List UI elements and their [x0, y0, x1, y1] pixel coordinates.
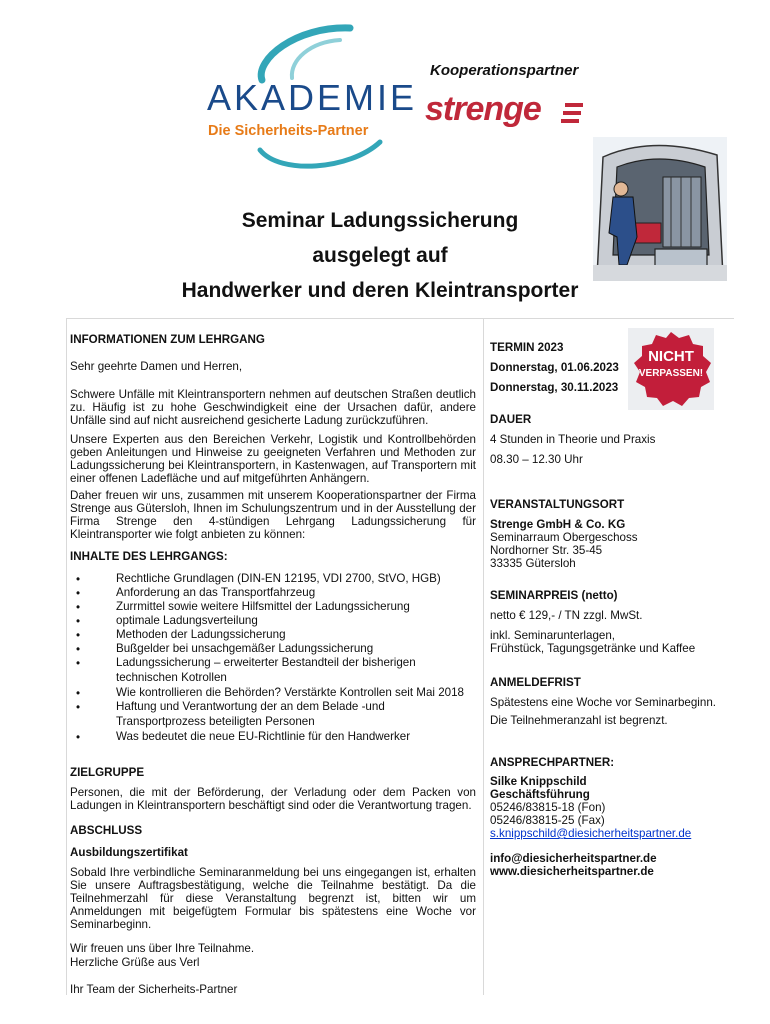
list-item: Wie kontrollieren die Behörden? Verstärkte Kontrollen seit Mai 2018 [116, 686, 465, 699]
dates-heading: TERMIN 2023 [490, 341, 564, 354]
price-heading: SEMINARPREIS (netto) [490, 589, 618, 602]
contact-email-link[interactable]: s.knippschild@diesicherheitspartner.de [490, 827, 692, 840]
closing-signature: Ihr Team der Sicherheits-Partner [70, 983, 238, 996]
deadline-text-2: Die Teilnehmeranzahl ist begrenzt. [490, 714, 668, 727]
list-item: Was bedeutet die neue EU-Richtlinie für den Handwerker [116, 730, 411, 743]
list-item-continued: technischen Kotrollen [116, 671, 227, 684]
nicht-verpassen-badge [628, 328, 714, 410]
deadline-heading: ANMELDEFRIST [490, 676, 581, 689]
intro-paragraph-3: Daher freuen wir uns, zusammen mit unserem Kooperationspartner der Firma Strenge aus Gütersloh, Ihnen im Schulungszentrum und in der Ausstellung der Firma Strenge den 4-stündigen Lehrgang Ladungssicherung für Kleintransporter wie folgt anbieten zu können: [70, 489, 476, 541]
target-group-text: Personen, die mit der Beförderung, der Verladung oder dem Packen von Ladungen in Kleintransportern beschäftigt sind oder die Verantwortung tragen. [70, 786, 476, 812]
contact-name: Silke Knippschild [490, 775, 587, 788]
bullet-icon: • [76, 587, 81, 600]
list-item: Haftung und Verantwortung der an dem Belade -und [116, 700, 385, 713]
contact-heading: ANSPRECHPARTNER: [490, 756, 615, 769]
logo-wordmark: AKADEMIE [207, 77, 418, 118]
degree-text: Sobald Ihre verbindliche Seminaranmeldung bei uns eingegangen ist, erhalten Sie unsere Auftragsbestätigung, welche die Teilnahme bestätigt. Da die Teilnehmerzahl für diese Veranstaltung begrenzt ist, bitten wir um Anmeldungen mit beigefügtem Formular bis spätestens eine Woche vor Seminarbeginn. [70, 866, 476, 931]
contact-phone: 05246/83815-18 (Fon) [490, 801, 606, 814]
strenge-wordmark: strenge [425, 90, 541, 128]
bullet-icon: • [76, 643, 81, 656]
list-item: Rechtliche Grundlagen (DIN-EN 12195, VDI 2700, StVO, HGB) [116, 572, 441, 585]
bullet-icon: • [76, 687, 81, 700]
general-email[interactable]: info@diesicherheitspartner.de [490, 852, 657, 865]
list-item: Bußgelder bei unsachgemäßer Ladungssicherung [116, 642, 374, 655]
title-line-3: Handwerker und deren Kleintransporter [181, 279, 579, 302]
duration-heading: DAUER [490, 413, 532, 426]
degree-heading: ABSCHLUSS [70, 824, 143, 837]
duration-text: 4 Stunden in Theorie und Praxis [490, 433, 656, 446]
badge-text-1: NICHT [648, 348, 694, 365]
list-item: Methoden der Ladungssicherung [116, 628, 286, 641]
closing-line-1: Wir freuen uns über Ihre Teilnahme. [70, 942, 255, 955]
venue-heading: VERANSTALTUNGSORT [490, 498, 625, 511]
venue-room: Seminarraum Obergeschoss [490, 531, 638, 544]
duration-time: 08.30 – 12.30 Uhr [490, 453, 583, 466]
bullet-icon: • [76, 601, 81, 614]
list-item: Anforderung an das Transportfahrzeug [116, 586, 316, 599]
date-1: Donnerstag, 01.06.2023 [490, 361, 619, 374]
contact-fax: 05246/83815-25 (Fax) [490, 814, 605, 827]
closing-line-2: Herzliche Grüße aus Verl [70, 956, 200, 969]
info-heading: INFORMATIONEN ZUM LEHRGANG [70, 333, 265, 346]
contact-role: Geschäftsführung [490, 788, 590, 801]
date-2: Donnerstag, 30.11.2023 [490, 381, 619, 394]
page-title [100, 203, 660, 308]
bullet-icon: • [76, 701, 81, 714]
venue-name: Strenge GmbH & Co. KG [490, 518, 626, 531]
list-item: optimale Ladungsverteilung [116, 614, 258, 627]
bullet-icon: • [76, 731, 81, 744]
list-item-continued: Transportprozess beteiligten Personen [116, 715, 315, 728]
price-includes-1: inkl. Seminarunterlagen, [490, 629, 616, 642]
price-text: netto € 129,- / TN zzgl. MwSt. [490, 609, 643, 622]
strenge-stripes-icon [425, 94, 585, 130]
greeting: Sehr geehrte Damen und Herren, [70, 360, 243, 373]
logo-tagline: Die Sicherheits-Partner [208, 123, 369, 139]
strenge-logo [425, 90, 585, 130]
contents-heading: INHALTE DES LEHRGANGS: [70, 550, 228, 563]
list-item: Zurrmittel sowie weitere Hilfsmittel der Ladungssicherung [116, 600, 410, 613]
bullet-icon: • [76, 615, 81, 628]
list-item: Ladungssicherung – erweiterter Bestandteil der bisherigen [116, 656, 416, 669]
title-line-2: ausgelegt auf [312, 244, 448, 267]
deadline-text-1: Spätestens eine Woche vor Seminarbeginn. [490, 696, 716, 709]
bullet-icon: • [76, 573, 81, 586]
venue-street: Nordhorner Str. 35-45 [490, 544, 603, 557]
venue-city: 33335 Gütersloh [490, 557, 576, 570]
bullet-icon: • [76, 657, 81, 670]
intro-paragraph-1: Schwere Unfälle mit Kleintransportern nehmen auf deutschen Straßen deutlich zu. Häufig ist zu hohe Geschwindigkeit eine der Ursachen dafür, andere Unfälle sind auf nicht ausreichend gesicherte Ladung zurückzuführen. [70, 388, 476, 427]
intro-paragraph-2: Unsere Experten aus den Bereichen Verkehr, Logistik und Kontrollbehörden geben Anleitungen und Hinweise zu geeigneten Verfahren und Methoden zur Ladungssicherung bei Kleintransportern, in Kastenwagen, auf Transportern mit einer offenen Ladefläche und auf mitgeführten Anhängern. [70, 433, 476, 485]
cooperation-partner-label: Kooperationspartner [430, 62, 579, 79]
website[interactable]: www.diesicherheitspartner.de [490, 865, 654, 878]
badge-text-2: VERPASSEN! [638, 368, 704, 379]
price-includes-2: Frühstück, Tagungsgetränke und Kaffee [490, 642, 696, 655]
degree-subheading: Ausbildungszertifikat [70, 846, 188, 859]
title-line-1: Seminar Ladungssicherung [241, 209, 519, 232]
bullet-icon: • [76, 629, 81, 642]
target-group-heading: ZIELGRUPPE [70, 766, 145, 779]
akademie-logo [200, 20, 418, 170]
